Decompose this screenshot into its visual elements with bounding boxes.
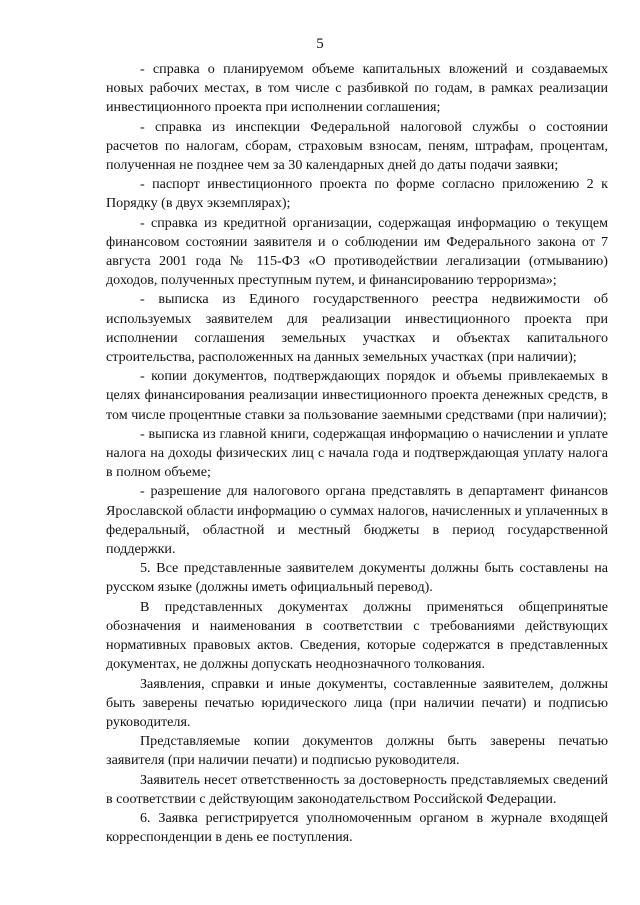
paragraph-seal-signature: Заявления, справки и иные документы, составленные заявителем, должны быть заверены печатью юридического лица (при наличии печати) и подписью руководителя. [106, 675, 608, 730]
paragraph-bank-certificate: - справка из кредитной организации, содержащая информацию о текущем финансовом состоянии заявителя и о соблюдении им Федерального закона от 7 августа 2001 года № 115-ФЗ «О противодействии легализации (отмыванию) доходов, полученных преступным путем, и финансированию терроризма»; [106, 214, 608, 289]
paragraph-terminology: В представленных документах должны применяться общепринятые обозначения и наименования в соответствии с требованиями действующих нормативных правовых актов. Сведения, которые содержатся в представленных документах, не должны допускать неоднозначного толкования. [106, 598, 608, 673]
paragraph-responsibility: Заявитель несет ответственность за достоверность представляемых сведений в соответствии с действующим законодательством Российской Федерации. [106, 771, 608, 807]
paragraph-tax-certificate: - справка из инспекции Федеральной налоговой службы о состоянии расчетов по налогам, сборам, страховым взносам, пеням, штрафам, процентам, полученная не позднее чем за 30 календарных дней до даты подачи заявки; [106, 118, 608, 174]
paragraph-capital-investment: - справка о планируемом объеме капитальных вложений и создаваемых новых рабочих местах, в том числе с разбивкой по годам, в рамках реализации инвестиционного проекта при исполнении соглашения; [106, 61, 608, 116]
paragraph-real-estate-extract: - выписка из Единого государственного реестра недвижимости об используемых заявителем для реализации инвестиционного проекта при исполнении соглашения земельных участках и объектах капитального строительства, расположенных на данных земельных участках (при наличии); [106, 291, 608, 366]
paragraph-ledger-extract: - выписка из главной книги, содержащая информацию о начислении и уплате налога на доходы физических лиц с начала года и подтверждающая уплату налога в полном объеме; [106, 425, 608, 481]
paragraph-tax-permission: - разрешение для налогового органа представлять в департамент финансов Ярославской области информацию о суммах налогов, начисленных и уплаченных в федеральный, областной и местный бюджеты в период государственной поддержки. [106, 483, 608, 558]
page-number: 5 [316, 36, 324, 52]
paragraph-project-passport: - паспорт инвестиционного проекта по форме согласно приложению 2 к Порядку (в двух экземплярах); [106, 176, 608, 212]
paragraph-section-6-registration: 6. Заявка регистрируется уполномоченным органом в журнале входящей корреспонденции в день ее поступления. [106, 809, 608, 846]
paragraph-section-5-language: 5. Все представленные заявителем документы должны быть составлены на русском языке (должны иметь официальный перевод). [106, 560, 608, 596]
paragraph-financing-documents: - копии документов, подтверждающих порядок и объемы привлекаемых в целях финансирования реализации инвестиционного проекта денежных средств, в том числе процентные ставки за пользование заемными средствами (при наличии); [106, 368, 608, 423]
paragraph-copies-certification: Представляемые копии документов должны быть заверены печатью заявителя (при наличии печати) и подписью руководителя. [106, 733, 608, 769]
document-body [106, 60, 608, 847]
